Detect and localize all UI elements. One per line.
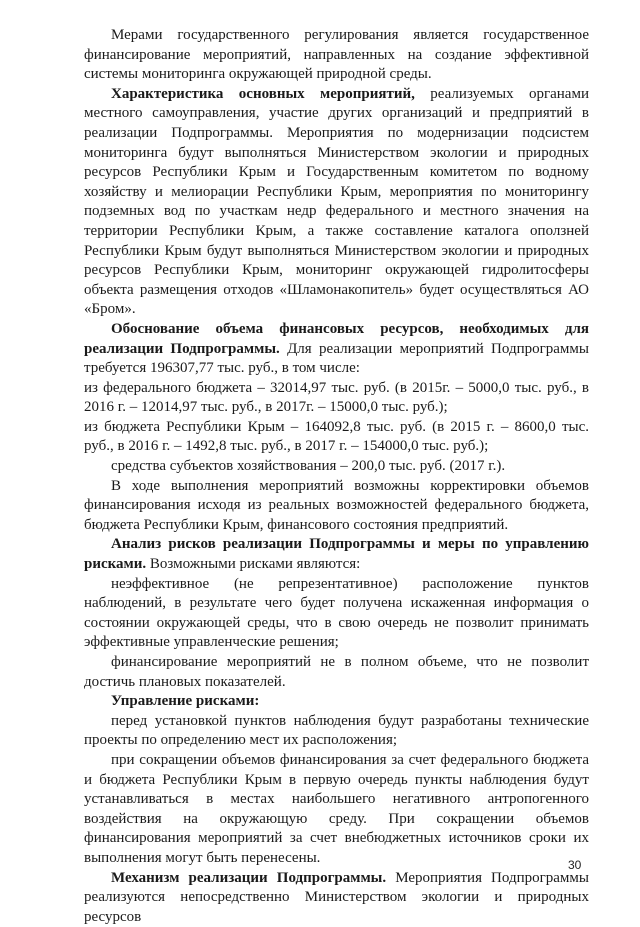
paragraph-risk-2: финансирование мероприятий не в полном объеме, что не позволит достичь плановых показателей. xyxy=(84,654,589,690)
paragraph-risk-management xyxy=(84,692,589,712)
paragraph-risk-1: неэффективное (не репрезентативное) расположение пунктов наблюдений, в результате чего будет получена искаженная информация о состоянии окружающей среды, что в свою очередь не позволит принимать эффективные управленческие решения; xyxy=(84,575,589,651)
page-number: 30 xyxy=(568,858,582,872)
paragraph-federal-budget: из федерального бюджета – 32014,97 тыс. руб. (в 2015г. – 5000,0 тыс. руб., в 2016 г. – 12014,97 тыс. руб., в 2017г. – 15000,0 тыс. руб.); xyxy=(84,379,589,416)
paragraph-regulation: Мерами государственного регулирования является государственное финансирование мероприятий, направленных на создание эффективной системы мониторинга окружающей природной среды. xyxy=(84,27,589,83)
paragraph-management-1: перед установкой пунктов наблюдения будут разработаны технические проекты по определению мест их расположения; xyxy=(84,712,589,749)
paragraph-management-2: при сокращении объемов финансирования за счет федерального бюджета и бюджета Республики Крым в первую очередь пункты наблюдения будут устанавливаться в местах наибольшего негативного антропогенного воздействия на окружающую среду. При сокращении объемов финансирования мероприятий за счет внебюджетных источников сроки их выполнения могут быть перенесены. xyxy=(84,751,589,866)
heading-risk-management: Управление рисками: xyxy=(111,693,260,710)
paragraph-business-funds: средства субъектов хозяйствования – 200,0 тыс. руб. (2017 г.). xyxy=(111,458,506,475)
heading-measures: Характеристика основных мероприятий, xyxy=(111,85,415,102)
paragraph-corrections: В ходе выполнения мероприятий возможны корректировки объемов финансирования исходя из реальных возможностей федерального бюджета, бюджета Республики Крым, финансового состояния предприятий. xyxy=(84,477,589,533)
heading-finance-basis: Обоснование объема финансовых ресурсов, необходимых для реализации Подпрограммы. xyxy=(84,320,589,357)
paragraph-finance-basis: Обоснование объема финансовых ресурсов, необходимых для реализации Подпрограммы. Для реализации мероприятий Подпрограммы требуется 196307,77 тыс. руб., в том числе: xyxy=(84,320,589,377)
heading-mechanism: Механизм реализации Подпрограммы. xyxy=(111,869,387,886)
paragraph-measures: Характеристика основных мероприятий, реализуемых органами местного самоуправления, участие других организаций и предприятий в реализации Подпрограммы. Мероприятия по модернизации подсистем мониторинга будут выполняться Министерством экологии и природных ресурсов Республики Крым и Государственным комитетом по водному хозяйству и мелиорации Республики Крым, мероприятия по мониторингу подземных вод по участкам недр федерального и местного значения на территории Республики Крым, а также составление каталога оползней Республики Крым будут выполняться Министерством экологии и природных ресурсов Республики Крым, мониторинг окружающей гидролитосферы объекта размещения отходов «Шламонакопитель» будет осуществляться АО «Бром». xyxy=(84,85,589,318)
paragraph-mechanism: Механизм реализации Подпрограммы. Мероприятия Подпрограммы реализуются непосредственно Министерством экологии и природных ресурсов xyxy=(84,869,589,925)
paragraph-risk-analysis: Анализ рисков реализации Подпрограммы и меры по управлению рисками. Возможными рисками являются: xyxy=(84,536,589,573)
paragraph-crimea-budget: из бюджета Республики Крым – 164092,8 тыс. руб. (в 2015 г. – 8600,0 тыс. руб., в 2016 г. – 1492,8 тыс. руб., в 2017 г. – 154000,0 тыс. руб.); xyxy=(84,418,589,455)
body-text xyxy=(84,26,589,927)
heading-risk-analysis: Анализ рисков реализации Подпрограммы и меры по управлению рисками. xyxy=(84,536,589,573)
